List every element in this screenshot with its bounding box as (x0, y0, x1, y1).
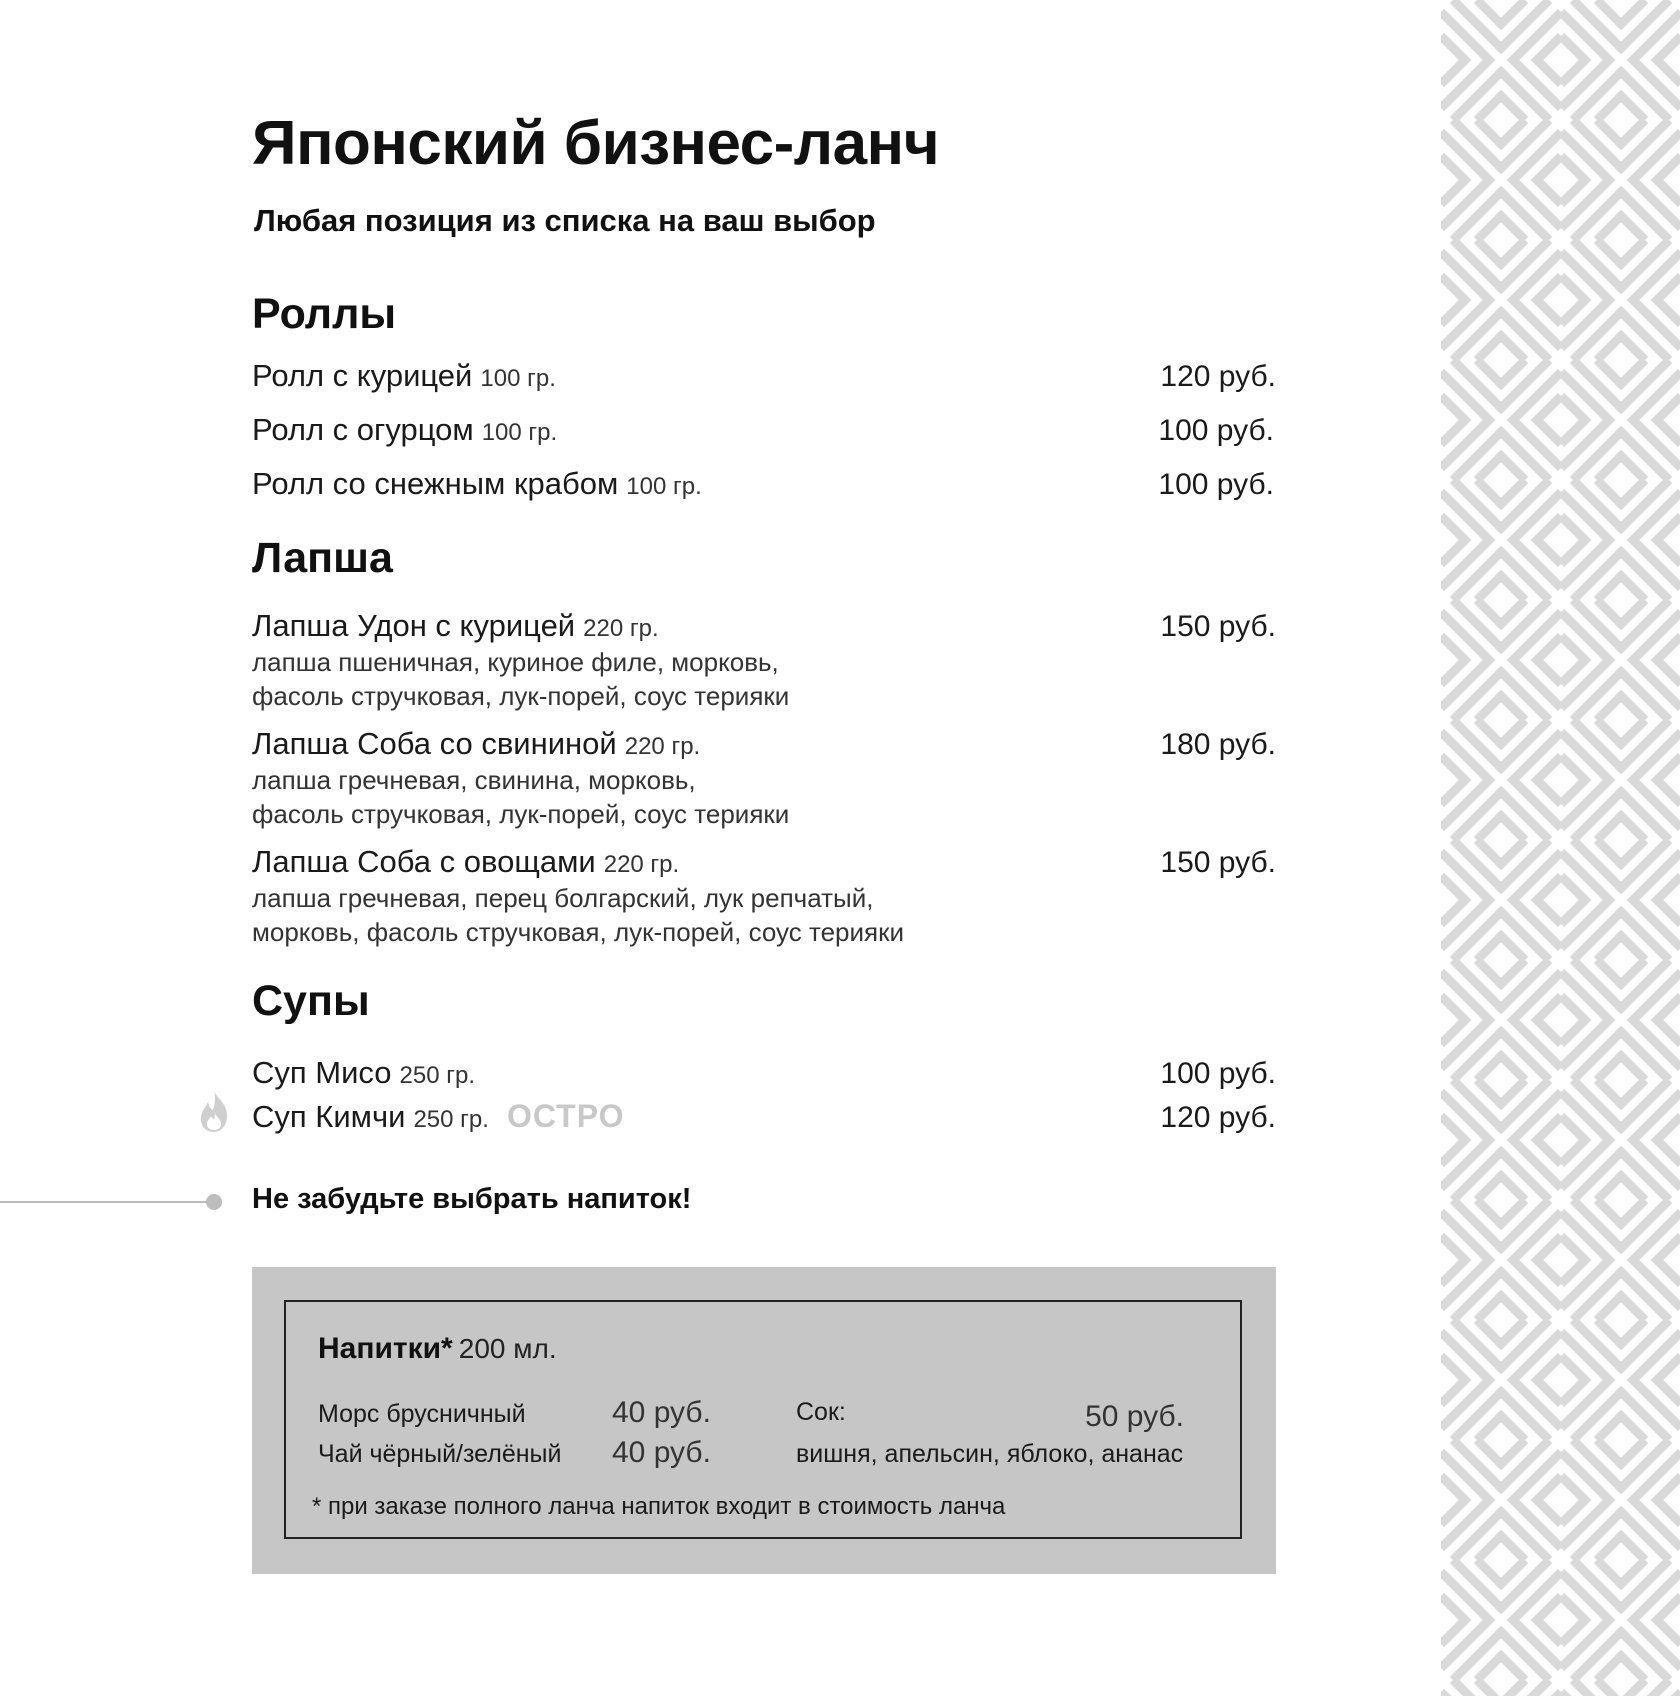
item-price: 150 руб. (1160, 846, 1276, 879)
menu-item-name: Ролл с огурцом 100 гр. (252, 412, 558, 447)
item-price: 100 руб. (1160, 1057, 1276, 1090)
drink-name: Морс брусничный (318, 1400, 526, 1428)
item-weight: 100 гр. (481, 419, 558, 446)
item-price: 150 руб. (1160, 610, 1276, 643)
drinks-panel (252, 1267, 1276, 1574)
item-weight: 250 гр. (413, 1106, 489, 1133)
item-price: 100 руб. (1158, 414, 1274, 447)
item-description: лапша гречневая, свинина, морковь, фасоль стручковая, лук-порей, соус терияки (252, 765, 790, 829)
item-description: лапша гречневая, перец болгарский, лук репчатый, морковь, фасоль стручковая, лук-порей, соус терияки (252, 883, 905, 947)
item-price: 120 руб. (1160, 1101, 1276, 1134)
drinks-volume: 200 мл. (458, 1333, 557, 1364)
item-price: 180 руб. (1160, 728, 1276, 761)
reminder-dot (206, 1194, 222, 1210)
drinks-frame (284, 1300, 1242, 1539)
juice-options: вишня, апельсин, яблоко, ананас (796, 1440, 1184, 1468)
drink-name: Чай чёрный/зелёный (318, 1440, 562, 1468)
item-price: 120 руб. (1160, 360, 1276, 393)
menu-item-name: Суп Кимчи 250 гр. ОСТРО (252, 1098, 625, 1134)
section-title-noodles: Лапша (252, 534, 393, 582)
item-weight: 100 гр. (480, 365, 556, 392)
drink-reminder: Не забудьте выбрать напиток! (252, 1183, 692, 1215)
juice-price: 50 руб. (1085, 1400, 1184, 1433)
item-weight: 250 гр. (399, 1062, 475, 1089)
menu-item-name: Лапша Соба с овощами 220 гр. (252, 844, 680, 879)
menu-item-name: Ролл с курицей 100 гр. (252, 358, 556, 393)
page-title: Японский бизнес-ланч (252, 109, 940, 178)
item-price: 100 руб. (1158, 468, 1274, 501)
item-weight: 220 гр. (603, 851, 680, 878)
juice-label: Сок: (796, 1398, 846, 1426)
item-description: лапша пшеничная, куриное филе, морковь, фасоль стручковая, лук-порей, соус терияки (252, 647, 790, 711)
drink-price: 40 руб. (612, 1436, 711, 1469)
menu-item-name: Лапша Удон с курицей 220 гр. (252, 608, 659, 643)
item-weight: 220 гр. (583, 615, 659, 642)
page-subtitle: Любая позиция из списка на ваш выбор (254, 203, 876, 238)
item-weight: 220 гр. (624, 733, 701, 760)
spicy-label: ОСТРО (506, 1098, 625, 1134)
menu-item-name: Суп Мисо 250 гр. (252, 1055, 475, 1090)
drink-price: 40 руб. (612, 1396, 711, 1429)
item-weight: 100 гр. (626, 473, 702, 500)
menu-item-name: Лапша Соба со свининой 220 гр. (252, 726, 701, 761)
drinks-footnote: * при заказе полного ланча напиток входит в стоимость ланча (312, 1493, 1006, 1520)
flame-icon (194, 1088, 234, 1134)
menu-item-name: Ролл со снежным крабом 100 гр. (252, 466, 702, 501)
reminder-line (0, 1201, 210, 1203)
decorative-pattern (1441, 0, 1680, 1696)
section-title-soups: Супы (252, 977, 370, 1025)
drinks-title: Напитки* 200 мл. (318, 1332, 557, 1365)
section-title-rolls: Роллы (252, 290, 397, 338)
